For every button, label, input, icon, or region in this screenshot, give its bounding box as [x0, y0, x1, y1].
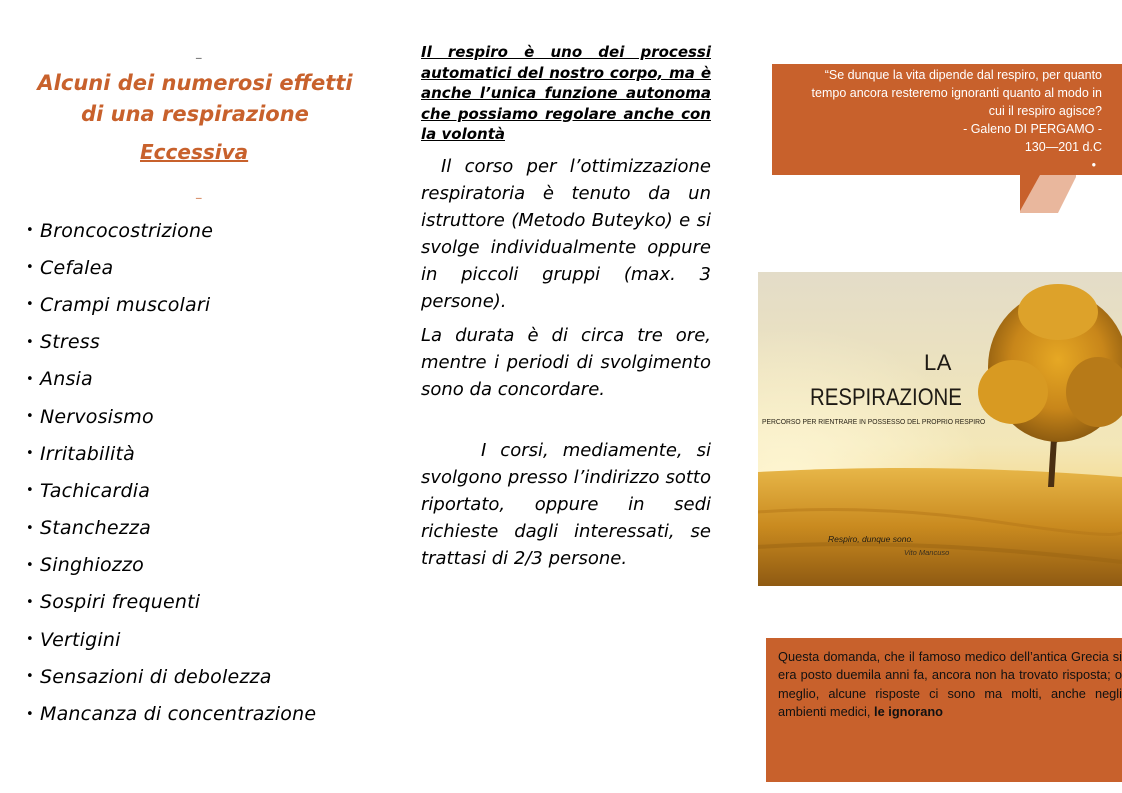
quote-bullet: • [1091, 158, 1096, 172]
quote-text-block [800, 66, 1102, 174]
quote-box [772, 64, 1122, 175]
quote-tail [1020, 175, 1076, 213]
list-item: • Vertigini [26, 628, 121, 651]
cover-photo [758, 272, 1122, 586]
list-item: • Ansia [26, 368, 93, 391]
bottom-text-bold: le ignorano [874, 703, 943, 719]
small-mark: _ [196, 186, 202, 199]
quote-text: “Se dunque la vita dipende dal respiro, per quanto tempo ancora resteremo ignoranti quanto al modo in cui il respiro agisce? [811, 68, 1102, 118]
middle-heading: Il respiro è uno dei processi automatici del nostro corpo, ma è anche l’unica funzione autonoma che possiamo regolare anche con la volontà [421, 43, 711, 143]
list-item: • Sensazioni di debolezza [26, 665, 272, 688]
cover-title-line1: LA [924, 350, 952, 375]
list-item: • Sospiri frequenti [26, 591, 201, 614]
small-mark: _ [196, 46, 202, 59]
list-item: • Broncocostrizione [26, 219, 214, 242]
bottom-text: Questa domanda, che il famoso medico dell’antica Grecia si era posto duemila anni fa, ancora non ha trovato risposta; o meglio, alcune risposte ci sono ma molti, anche negli ambienti medici, le ignorano [778, 649, 1122, 719]
list-item: • Irritabilità [26, 442, 135, 465]
middle-paragraph-1: Il corso per l’ottimizzazione respiratoria è tenuto da un istruttore (Metodo Buteyko) e si svolge individualmente oppure in piccoli gruppi (max. 3 persone). [421, 156, 711, 312]
bottom-text-box [766, 638, 1122, 782]
list-item: • Stress [26, 331, 101, 354]
cover-subtitle: PERCORSO PER RIENTRARE IN POSSESSO DEL PROPRIO RESPIRO [762, 417, 986, 426]
list-item: • Cefalea [26, 256, 114, 279]
middle-paragraph-2: La durata è di circa tre ore, mentre i periodi di svolgimento sono da concordare. [421, 325, 711, 400]
cover-title-line2: RESPIRAZIONE [810, 384, 962, 411]
quote-dates: 130—201 d.C [1024, 140, 1102, 154]
quote-author: - Galeno DI PERGAMO - [963, 122, 1102, 136]
middle-paragraph-3: I corsi, mediamente, si svolgono presso l’indirizzo sotto riportato, oppure in sedi richieste dagli interessati, se trattasi di 2/3 persone. [421, 440, 711, 569]
left-heading-line1: Alcuni dei numerosi effetti [37, 71, 353, 95]
cover-caption-author: Vito Mancuso [904, 548, 950, 557]
list-item: • Tachicardia [26, 479, 151, 502]
left-heading-sub: Eccessiva [140, 140, 249, 164]
list-item: • Stanchezza [26, 517, 151, 540]
list-item: • Singhiozzo [26, 554, 144, 577]
left-heading-line2: di una respirazione [81, 102, 309, 126]
list-item: • Mancanza di concentrazione [26, 703, 317, 726]
cover-caption: Respiro, dunque sono. [828, 534, 914, 544]
list-item: • Crampi muscolari [26, 293, 211, 316]
list-item: • Nervosismo [26, 405, 154, 428]
effects-list [26, 212, 316, 733]
